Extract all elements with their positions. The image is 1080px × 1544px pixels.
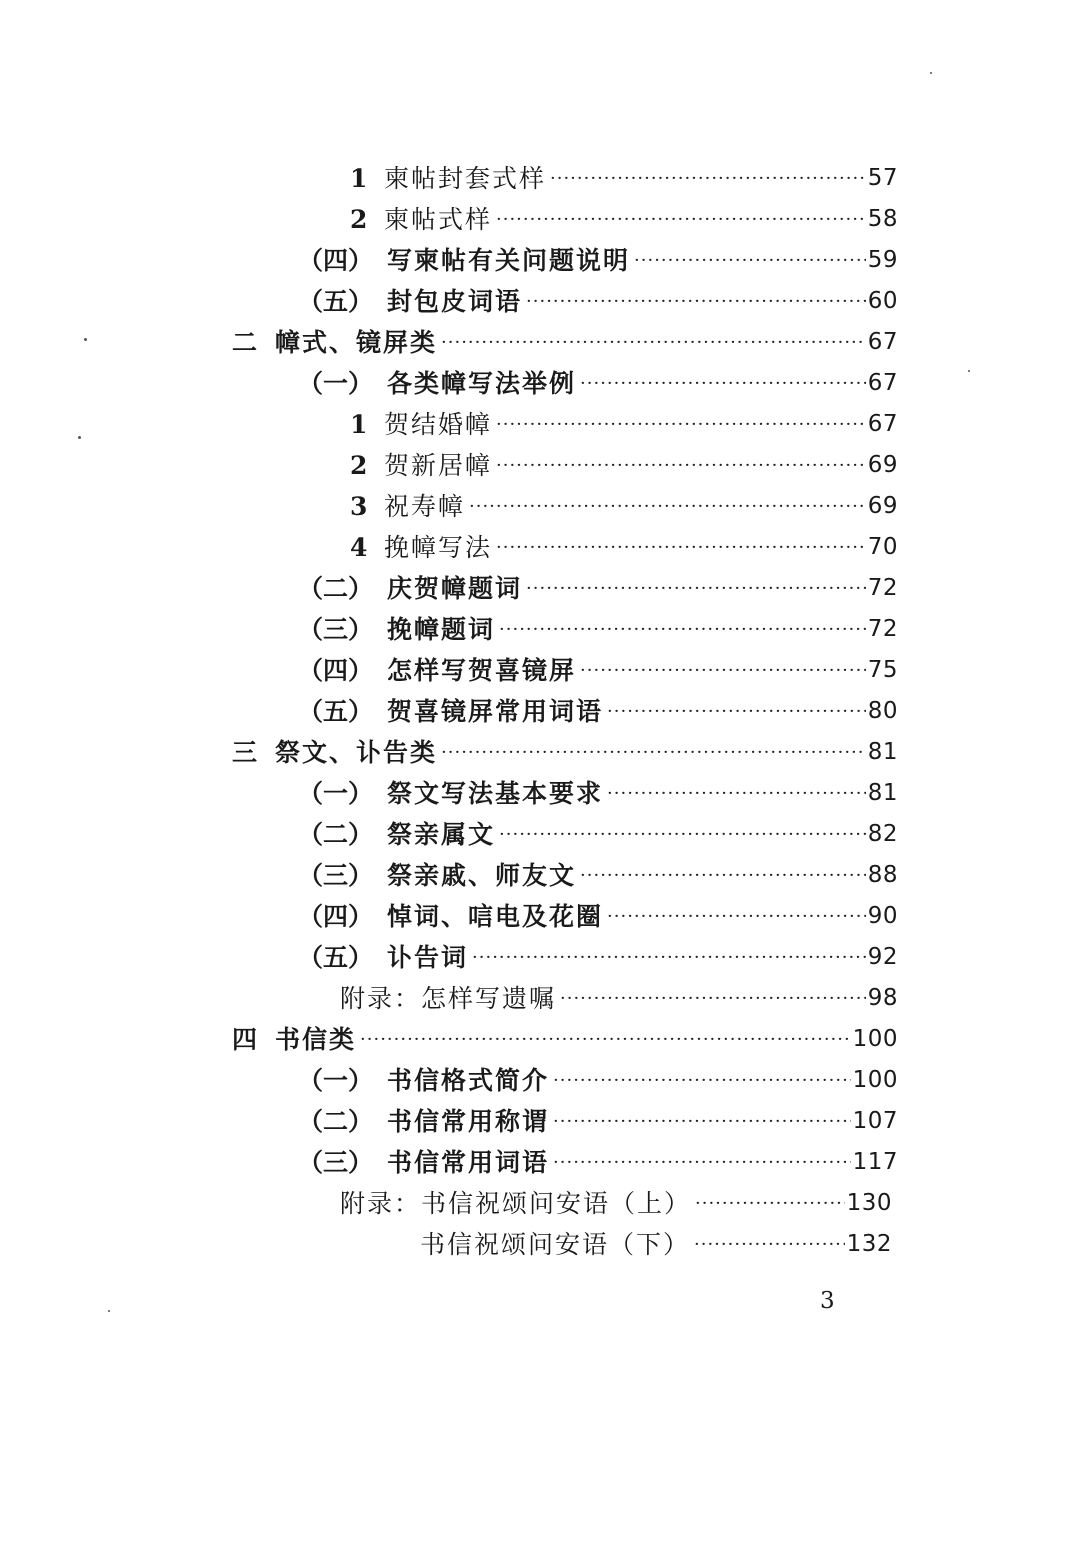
toc-entry: [298, 1142, 898, 1183]
toc-entry-page: 67: [867, 411, 898, 437]
toc-entry-number: （四）: [298, 902, 374, 931]
toc-entry: [298, 363, 898, 404]
toc-entry-title: 各类幛写法举例: [387, 369, 577, 398]
toc-entry: [298, 691, 898, 732]
leader-dots: [526, 281, 866, 322]
toc-entry-number: 二: [232, 328, 258, 357]
leader-dots: [553, 1101, 851, 1142]
toc-entry: [298, 1060, 898, 1101]
toc-entry-title: 悼词、唁电及花圈: [387, 902, 604, 931]
toc-entry-title: 祭亲戚、师友文: [387, 861, 577, 890]
toc-entry: [298, 773, 898, 814]
toc-entry-title: 柬帖式样: [384, 205, 493, 234]
toc-entry-number: 4: [350, 533, 368, 562]
toc-entry-title: 祝寿幛: [384, 492, 466, 521]
toc-entry: [298, 650, 898, 691]
toc-entry-title: 祭文写法基本要求: [387, 779, 604, 808]
toc-entry-page: 60: [867, 288, 898, 314]
toc-entry: [298, 281, 898, 322]
toc-entry-title: 柬帖封套式样: [384, 164, 547, 193]
toc-entry-page: 88: [867, 862, 898, 888]
leader-dots: [499, 609, 866, 650]
toc-entry-title: 附录：怎样写遗嘱: [340, 984, 557, 1013]
toc-entry-number: 四: [232, 1025, 258, 1054]
toc-entry: [350, 527, 898, 568]
toc-entry: [298, 896, 898, 937]
scan-speck: [930, 72, 932, 74]
leader-dots: [441, 732, 866, 773]
toc-entry-number: 三: [232, 738, 258, 767]
toc-entry-number: 1: [350, 410, 368, 439]
toc-entry-page: 92: [867, 944, 898, 970]
toc-entry-title: 书信类: [275, 1025, 357, 1054]
leader-dots: [553, 1060, 851, 1101]
toc-entry-page: 72: [867, 575, 898, 601]
toc-entry-number: （四）: [298, 246, 374, 275]
toc-entry: [350, 486, 898, 527]
toc-appendix-entry: [340, 1183, 892, 1224]
toc-entry-number: （五）: [298, 943, 374, 972]
toc-entry: [298, 814, 898, 855]
toc-entry-page: 90: [867, 903, 898, 929]
leader-dots: [496, 445, 866, 486]
leader-dots: [441, 322, 866, 363]
toc-entry-number: （五）: [298, 287, 374, 316]
toc-entry: [298, 855, 898, 896]
toc-appendix-entry: [420, 1224, 892, 1265]
toc-entry-number: （二）: [298, 1107, 374, 1136]
toc-entry-number: 1: [350, 164, 368, 193]
toc-entry-page: 72: [867, 616, 898, 642]
toc-entry-page: 67: [867, 370, 898, 396]
toc-entry-page: 107: [852, 1108, 898, 1134]
toc-entry-title: 怎样写贺喜镜屏: [387, 656, 577, 685]
toc-entry: [298, 937, 898, 978]
toc-entry-number: 3: [350, 492, 368, 521]
toc-entry-title: 祭亲属文: [387, 820, 496, 849]
leader-dots: [580, 363, 866, 404]
toc-entry-page: 69: [867, 452, 898, 478]
toc-entry: [298, 240, 898, 281]
toc-entry-title: 贺喜镜屏常用词语: [387, 697, 604, 726]
toc-entry-title: 书信常用称谓: [387, 1107, 550, 1136]
toc-entry-number: （三）: [298, 1148, 374, 1177]
toc-entry: [350, 199, 898, 240]
page-number: 3: [820, 1288, 835, 1314]
toc-entry: [350, 158, 898, 199]
leader-dots: [694, 1224, 845, 1265]
toc-entry-number: （一）: [298, 779, 374, 808]
toc-entry: [232, 322, 898, 363]
toc-entry-title: 挽幛题词: [387, 615, 496, 644]
scan-speck: [78, 436, 81, 439]
toc-appendix-entry: [340, 978, 898, 1019]
toc-entry-number: （二）: [298, 574, 374, 603]
toc-entry-page: 81: [867, 780, 898, 806]
toc-entry-page: 117: [852, 1149, 898, 1175]
leader-dots: [607, 896, 866, 937]
toc-entry-title: 庆贺幛题词: [387, 574, 523, 603]
toc-entry-page: 67: [867, 329, 898, 355]
toc-entry-number: （四）: [298, 656, 374, 685]
toc-entry-page: 130: [846, 1190, 892, 1216]
toc-entry: [350, 445, 898, 486]
toc-entry-number: （五）: [298, 697, 374, 726]
leader-dots: [496, 404, 866, 445]
toc-entry-title: 幛式、镜屏类: [275, 328, 438, 357]
toc-entry-number: 2: [350, 451, 368, 480]
toc-entry: [350, 404, 898, 445]
toc-entry-page: 58: [867, 206, 898, 232]
toc-entry-title: 祭文、讣告类: [275, 738, 438, 767]
toc-entry-page: 100: [852, 1026, 898, 1052]
leader-dots: [580, 650, 866, 691]
scan-speck: [84, 338, 87, 341]
leader-dots: [560, 978, 866, 1019]
toc-entry-page: 132: [846, 1231, 892, 1257]
toc-entry-title: 附录：书信祝颂问安语（上）: [340, 1189, 692, 1218]
leader-dots: [607, 773, 866, 814]
toc-entry-number: （三）: [298, 615, 374, 644]
toc-entry-number: 2: [350, 205, 368, 234]
leader-dots: [360, 1019, 851, 1060]
leader-dots: [496, 199, 866, 240]
toc-entry-page: 82: [867, 821, 898, 847]
toc-entry-number: （一）: [298, 1066, 374, 1095]
toc-entry-page: 81: [867, 739, 898, 765]
toc-entry: [298, 1101, 898, 1142]
scan-speck: [968, 370, 970, 372]
toc-entry-page: 59: [867, 247, 898, 273]
leader-dots: [634, 240, 866, 281]
toc-entry-page: 70: [867, 534, 898, 560]
toc-entry: [298, 568, 898, 609]
toc-entry: [298, 609, 898, 650]
toc-entry: [232, 1019, 898, 1060]
toc-entry-page: 100: [852, 1067, 898, 1093]
toc-entry-title: 书信祝颂问安语（下）: [420, 1230, 691, 1259]
toc-entry-number: （三）: [298, 861, 374, 890]
leader-dots: [695, 1183, 845, 1224]
toc-entry-title: 书信格式简介: [387, 1066, 550, 1095]
toc-entry-number: （二）: [298, 820, 374, 849]
toc-entry-page: 57: [867, 165, 898, 191]
toc-entry-title: 贺新居幛: [384, 451, 493, 480]
toc-entry-title: 封包皮词语: [387, 287, 523, 316]
toc-entry-title: 书信常用词语: [387, 1148, 550, 1177]
leader-dots: [607, 691, 866, 732]
toc-entry: [232, 732, 898, 773]
leader-dots: [553, 1142, 851, 1183]
leader-dots: [580, 855, 866, 896]
toc-entry-number: （一）: [298, 369, 374, 398]
leader-dots: [469, 486, 866, 527]
toc-entry-title: 贺结婚幛: [384, 410, 493, 439]
scan-speck: [108, 1310, 110, 1312]
toc-entry-title: 写柬帖有关问题说明: [387, 246, 631, 275]
toc-entry-page: 75: [867, 657, 898, 683]
leader-dots: [550, 158, 866, 199]
leader-dots: [499, 814, 866, 855]
toc-entry-page: 69: [867, 493, 898, 519]
toc-entry-page: 98: [867, 985, 898, 1011]
leader-dots: [472, 937, 866, 978]
leader-dots: [526, 568, 866, 609]
leader-dots: [496, 527, 866, 568]
toc-entry-title: 挽幛写法: [384, 533, 493, 562]
toc-entry-page: 80: [867, 698, 898, 724]
toc-entry-title: 讣告词: [387, 943, 469, 972]
